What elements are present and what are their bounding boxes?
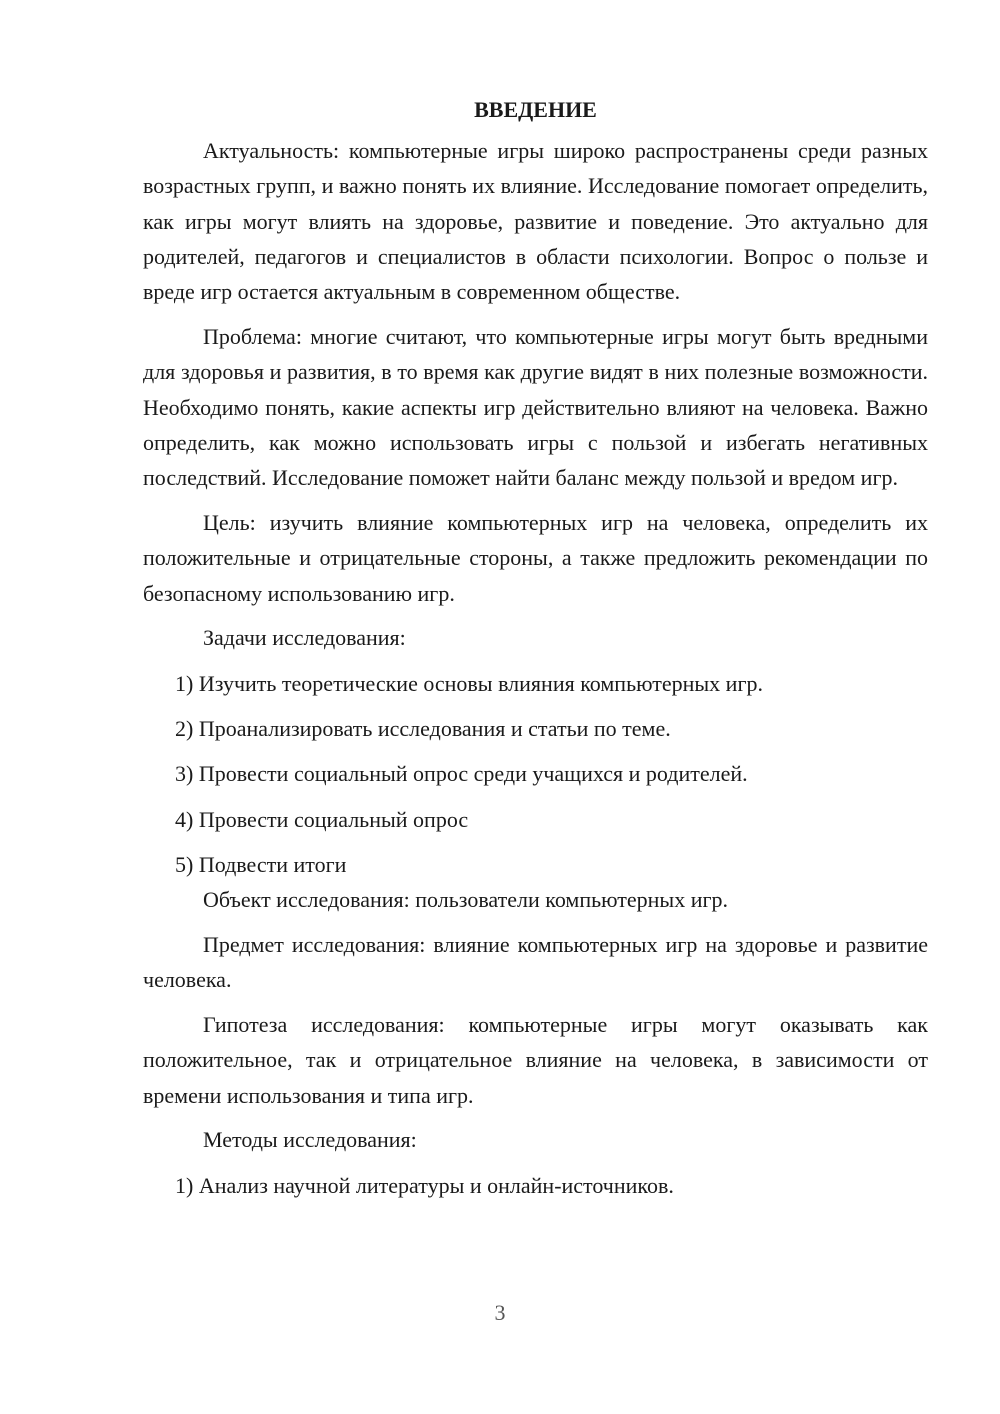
paragraph-hypothesis: Гипотеза исследования: компьютерные игры могут оказывать как положительное, так и отрицательное влияние на человека, в зависимости от времени использования и типа игр.: [143, 1012, 928, 1108]
section-title: ВВЕДЕНИЕ: [474, 97, 597, 122]
list-item: 4) Провести социальный опрос: [175, 806, 469, 832]
methods-heading: Методы исследования:: [203, 1127, 417, 1153]
list-item: 5) Подвести итоги: [175, 851, 347, 877]
list-item: 3) Провести социальный опрос среди учащихся и родителей.: [175, 761, 748, 787]
paragraph-problem: Проблема: многие считают, что компьютерные игры могут быть вредными для здоровья и развития, в то время как другие видят в них полезные возможности. Необходимо понять, какие аспекты игр действительно влияют на человека. Важно определить, как можно использовать игры с пользой и избегать негативных последствий. Исследование поможет найти баланс между пользой и вредом игр.: [143, 323, 928, 491]
methods-list: [143, 1168, 928, 1203]
document-page: [143, 92, 928, 1203]
list-item: 2) Проанализировать исследования и статьи по теме.: [175, 715, 671, 741]
tasks-list: [143, 666, 928, 882]
tasks-heading: Задачи исследования:: [203, 625, 406, 651]
paragraph-subject: Предмет исследования: влияние компьютерных игр на здоровье и развитие человека.: [143, 931, 928, 993]
list-item: 1) Изучить теоретические основы влияния компьютерных игр.: [175, 670, 763, 696]
list-item: 1) Анализ научной литературы и онлайн-источников.: [175, 1172, 674, 1198]
paragraph-relevance: Актуальность: компьютерные игры широко распространены среди разных возрастных групп, и важно понять их влияние. Исследование помогает определить, как игры могут влиять на здоровье, развитие и поведение. Это актуально для родителей, педагогов и специалистов в области психологии. Вопрос о пользе и вреде игр остается актуальным в современном обществе.: [143, 138, 928, 305]
page-number: 3: [494, 1300, 506, 1325]
paragraph-goal: Цель: изучить влияние компьютерных игр на человека, определить их положительные и отрицательные стороны, а также предложить рекомендации по безопасному использованию игр.: [143, 509, 928, 606]
paragraph-object: Объект исследования: пользователи компьютерных игр.: [203, 887, 729, 913]
